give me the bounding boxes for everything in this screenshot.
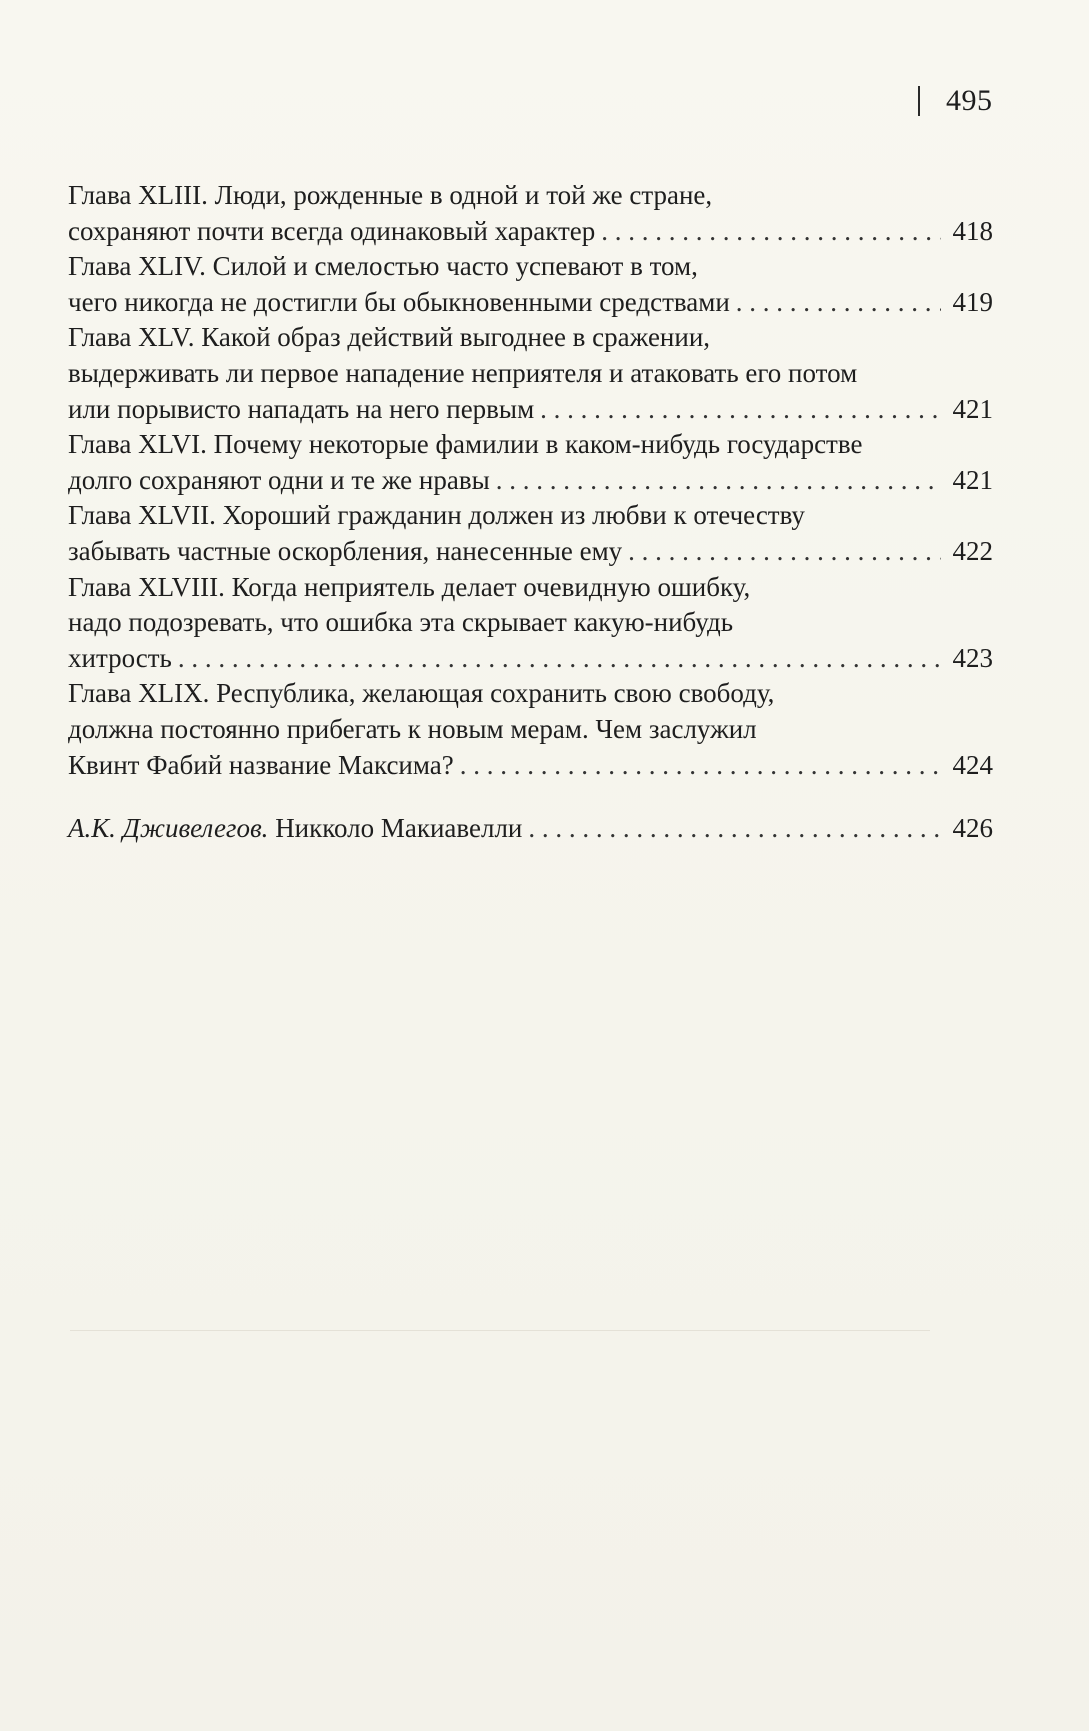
show-through-rule [70,1330,930,1331]
toc-entry-line: Глава XLVII. Хороший гражданин должен из любви к отечеству [68,500,805,531]
toc-entry-text: Квинт Фабий название Максима? [68,749,454,780]
toc-entry-text: или порывисто нападать на него первым [68,393,535,424]
dot-leader [736,285,941,321]
toc-page-number: 421 [952,464,993,495]
toc-entry [68,320,993,427]
toc-entry-text: забывать частные оскорбления, нанесенные ему [68,535,623,566]
toc-entry-last-line [68,463,993,499]
toc-page-number: 424 [952,749,993,780]
toc-entry-line: Глава XLIV. Силой и смелостью часто успевают в том, [68,251,698,282]
toc-entry-last-line [68,641,993,677]
toc-page-number: 422 [952,535,993,566]
toc-entry-text: сохраняют почти всегда одинаковый характер [68,215,596,246]
header-rule [918,86,920,116]
dot-leader [496,463,941,499]
afterword-entry [68,811,993,847]
toc-page-number: 426 [952,813,993,844]
toc-entry-last-line [68,285,993,321]
page-number: 495 [946,84,993,117]
toc-page-number: 418 [952,215,993,246]
running-head [918,84,993,118]
dot-leader [460,748,941,784]
toc-entry-line: Глава XLV. Какой образ действий выгоднее в сражении, [68,322,711,353]
dot-leader [178,641,941,677]
toc-entry [68,498,993,569]
toc-entry [68,249,993,320]
dot-leader [528,811,941,847]
toc-entry-line: Глава XLVIII. Когда неприятель делает очевидную ошибку, [68,571,751,602]
toc-entry-last-line [68,214,993,250]
dot-leader [601,214,941,250]
toc-entry-text: хитрость [68,642,172,673]
toc-entry [68,178,993,249]
toc-entry [68,427,993,498]
toc-entry-last-line [68,811,993,847]
toc-entry-text [68,811,522,847]
dot-leader [628,534,941,570]
afterword-title: Никколо Макиавелли [275,813,523,844]
toc-entry-line: Глава XLIII. Люди, рожденные в одной и той же стране, [68,180,713,210]
toc-page-number: 421 [952,393,993,424]
toc-entry-line: должна постоянно прибегать к новым мерам. Чем заслужил [68,713,757,744]
toc-page-number: 423 [952,642,993,673]
toc-entry-last-line [68,748,993,784]
table-of-contents [68,178,993,847]
toc-entry-line: выдерживать ли первое нападение неприятеля и атаковать его потом [68,357,858,388]
toc-entry-last-line [68,534,993,570]
toc-page-number: 419 [952,286,993,317]
toc-entry-line: Глава XLVI. Почему некоторые фамилии в каком-нибудь государстве [68,429,863,460]
toc-entry-line: Глава XLIX. Республика, желающая сохранить свою свободу, [68,678,775,709]
toc-entry [68,570,993,677]
toc-entry-line: надо подозревать, что ошибка эта скрывает какую-нибудь [68,607,734,638]
author-name: А.К. Дживелегов. [68,813,269,844]
toc-entry [68,676,993,783]
dot-leader [540,392,941,428]
toc-entry-text: чего никогда не достигли бы обыкновенными средствами [68,286,730,317]
toc-entry-last-line [68,392,993,428]
toc-entry-text: долго сохраняют одни и те же нравы [68,464,490,495]
